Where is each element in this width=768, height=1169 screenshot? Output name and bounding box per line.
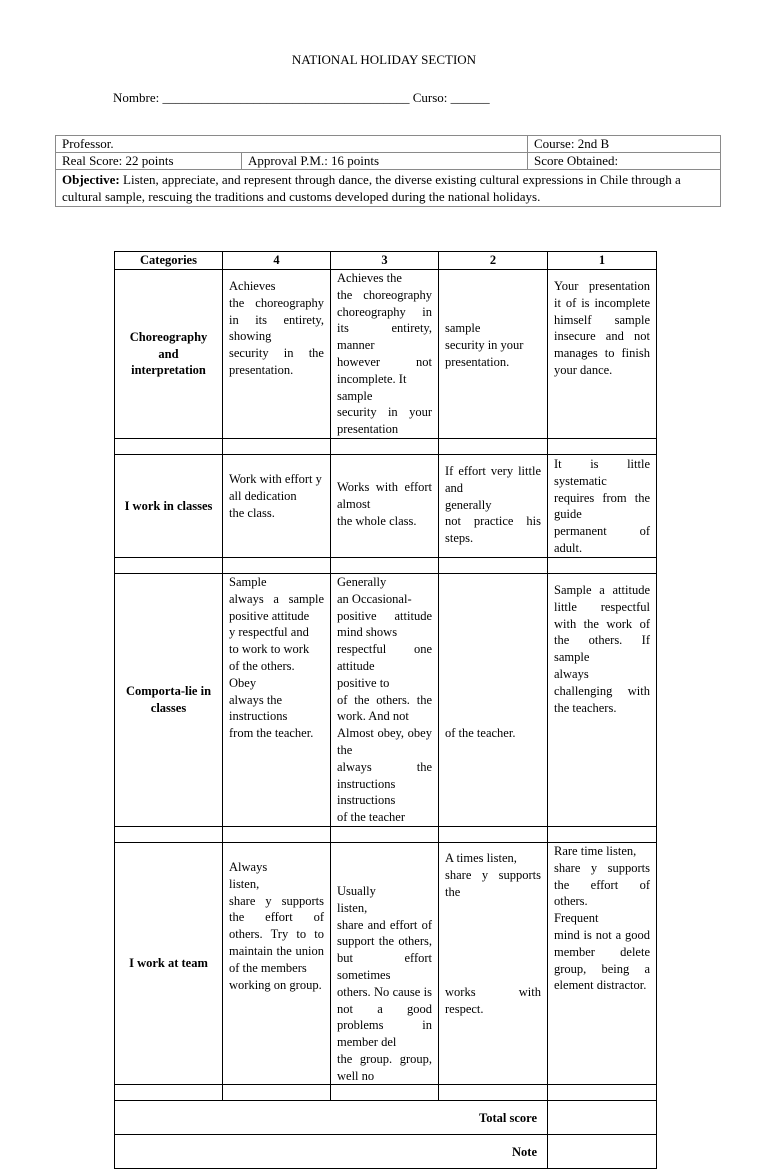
header-categories: Categories [115, 252, 223, 270]
document-title: NATIONAL HOLIDAY SECTION [291, 52, 477, 67]
note-label: Note [115, 1135, 548, 1169]
category-choreography: Choreography and interpretation [115, 270, 223, 439]
spacer-row [115, 1085, 657, 1101]
cell-behavior-3: Generally an Occasional- positive attitude mind shows respectful one attitude positive to of the others. the work. And not Almost obey, obey the always the instructions instructions of the teacher [331, 573, 439, 826]
approval-cell: Approval P.M.: 16 points [242, 153, 528, 170]
cell-choreography-2: sample security in your presentation. [439, 270, 548, 439]
course-cell: Course: 2nd B [528, 136, 721, 153]
cell-behavior-4: Sample always a sample positive attitude y respectful and to work to work of the others. Obey always the instructions from the teacher. [223, 573, 331, 826]
cell-team-2: A times listen, share y supports the works with respect. [439, 842, 548, 1085]
total-score-label: Total score [115, 1101, 548, 1135]
cell-choreography-4: Achieves the choreography in its entirety, showing security in the presentation. [223, 270, 331, 439]
cell-choreography-1: Your presentation it of is incomplete himself sample insecure and not manages to finish your dance. [548, 270, 657, 439]
cell-behavior-1: Sample a attitude little respectful with the work of the others. If sample always challenging with the teachers. [548, 573, 657, 826]
cell-team-1: Rare time listen, share y supports the effort of others. Frequent mind is not a good member delete group, being a element distractor. [548, 842, 657, 1085]
category-work-in-classes: I work in classes [115, 454, 223, 557]
spacer-row [115, 438, 657, 454]
note-row [115, 1135, 657, 1169]
objective-cell [56, 170, 721, 207]
cell-work-classes-2: If effort very little and generally not practice his steps. [439, 454, 548, 557]
rubric-row-behavior [115, 573, 657, 826]
category-behavior: Comporta-lie in classes [115, 573, 223, 826]
cell-choreography-3: Achieves the the choreography choreography in its entirety, manner however not incomplete. It sample security in your presentation [331, 270, 439, 439]
cell-team-4: Always listen, share y supports the effort of others. Try to to maintain the union of the members working on group. [223, 842, 331, 1085]
cell-team-3: Usually listen, share and effort of support the others, but effort sometimes others. No cause is not a good problems in member del the group. group, well no [331, 842, 439, 1085]
objective-label: Objective: [62, 172, 120, 187]
rubric-row-choreography [115, 270, 657, 439]
score-obtained-cell: Score Obtained: [528, 153, 721, 170]
rubric-row-team-work [115, 842, 657, 1085]
header-score-1: 1 [548, 252, 657, 270]
rubric-table [114, 251, 657, 1169]
category-team-work: I work at team [115, 842, 223, 1085]
rubric-header-row [115, 252, 657, 270]
cell-work-classes-4: Work with effort y all dedication the class. [223, 454, 331, 557]
cell-behavior-2: of the teacher. [439, 573, 548, 826]
info-table [55, 135, 721, 207]
header-score-4: 4 [223, 252, 331, 270]
total-score-row [115, 1101, 657, 1135]
header-score-3: 3 [331, 252, 439, 270]
note-value[interactable] [548, 1135, 657, 1169]
real-score-cell: Real Score: 22 points [56, 153, 242, 170]
header-score-2: 2 [439, 252, 548, 270]
cell-work-classes-3: Works with effort almost the whole class. [331, 454, 439, 557]
rubric-row-work-in-classes [115, 454, 657, 557]
cell-work-classes-1: It is little systematic requires from the guide permanent of adult. [548, 454, 657, 557]
spacer-row [115, 826, 657, 842]
total-score-value[interactable] [548, 1101, 657, 1135]
objective-text: Listen, appreciate, and represent through dance, the diverse existing cultural expressions in Chile through a cultural sample, rescuing the traditions and customs developed during the national holidays. [62, 172, 681, 204]
name-course-line: Nombre: ______________________________________ Curso: ______ [113, 90, 490, 105]
spacer-row [115, 557, 657, 573]
professor-cell: Professor. [56, 136, 528, 153]
